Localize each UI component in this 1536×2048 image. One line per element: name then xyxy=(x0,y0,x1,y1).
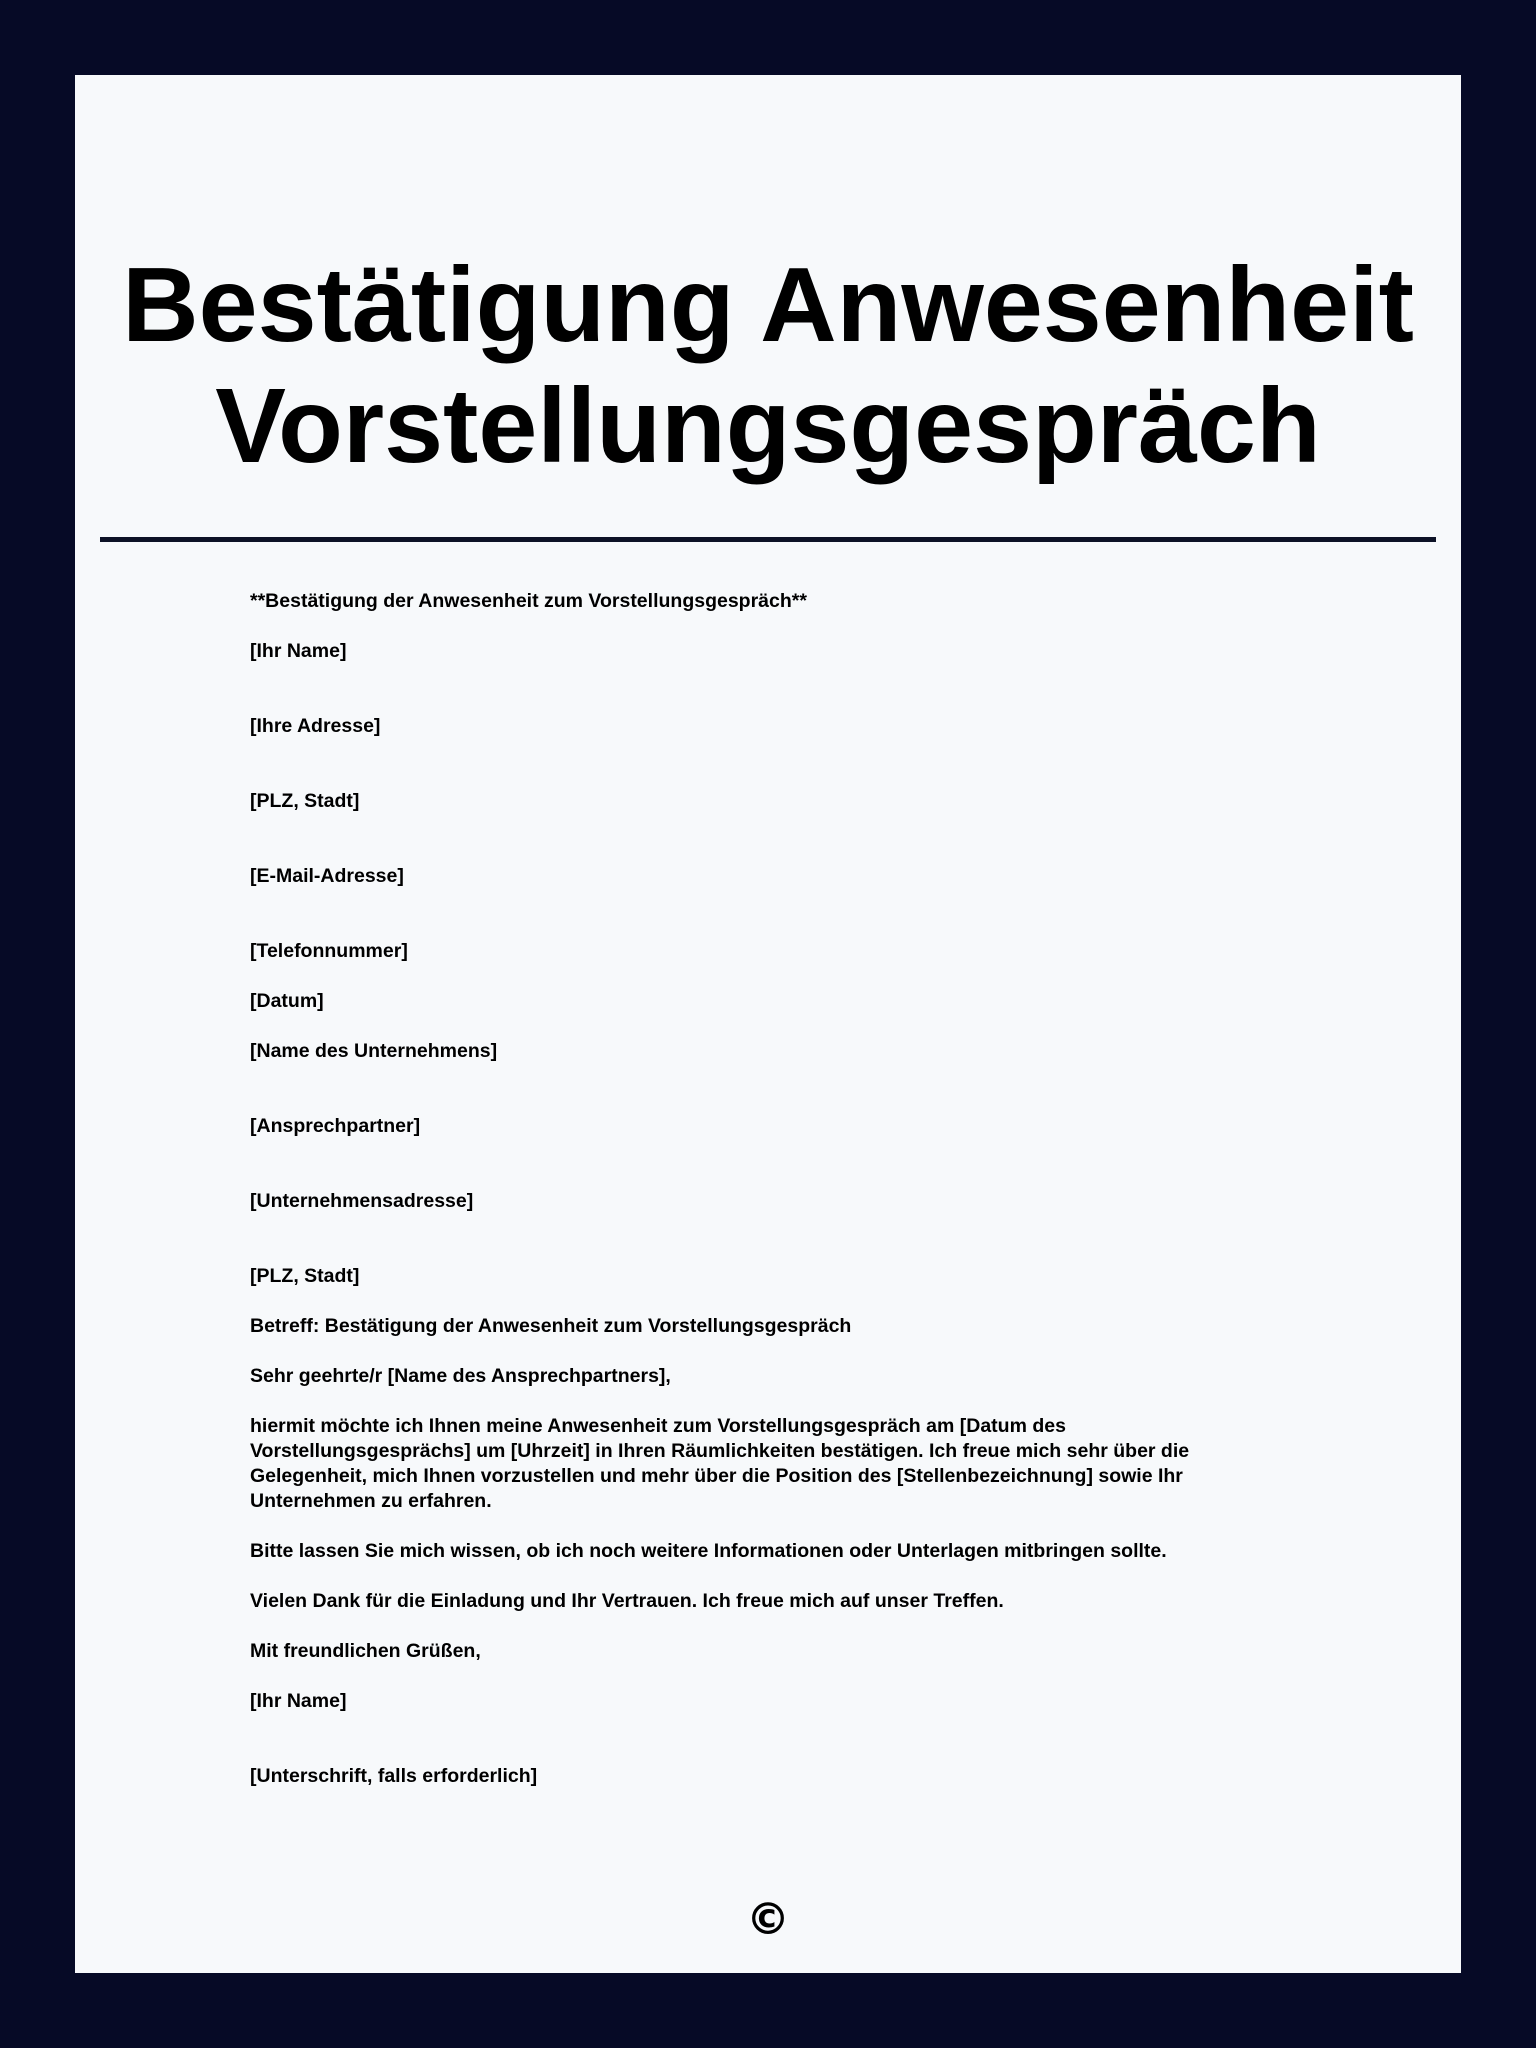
recipient-contact: [Ansprechpartner] xyxy=(250,1115,421,1137)
letter-salutation: Sehr geehrte/r [Name des Ansprechpartners], xyxy=(250,1365,671,1387)
document-title xyxy=(75,245,1461,487)
document-page xyxy=(75,75,1461,1973)
sender-email: [E-Mail-Adresse] xyxy=(250,865,404,887)
recipient-company: [Name des Unternehmens] xyxy=(250,1040,498,1062)
sender-address: [Ihre Adresse] xyxy=(250,715,381,737)
recipient-city: [PLZ, Stadt] xyxy=(250,1265,360,1287)
signature-name: [Ihr Name] xyxy=(250,1690,347,1712)
letter-heading: **Bestätigung der Anwesenheit zum Vorstellungsgespräch** xyxy=(250,590,807,612)
document-title-line-1: Bestätigung Anwesenheit xyxy=(122,246,1414,364)
sender-name: [Ihr Name] xyxy=(250,640,347,662)
letter-paragraph-2: Bitte lassen Sie mich wissen, ob ich noch weitere Informationen oder Unterlagen mitbringen sollte. xyxy=(250,1540,1167,1562)
copyright-icon: © xyxy=(746,1894,790,1945)
letter-paragraph-1: hiermit möchte ich Ihnen meine Anwesenheit zum Vorstellungsgespräch am [Datum des Vorstellungsgesprächs] um [Uhrzeit] in Ihren Räumlichkeiten bestätigen. Ich freue mich sehr über die Gelegenheit, mich Ihnen vorzustellen und mehr über die Position des [Stellenbezeichnung] sowie Ihr Unternehmen zu erfahren. xyxy=(250,1415,1195,1512)
sender-phone: [Telefonnummer] xyxy=(250,940,408,962)
signature-note: [Unterschrift, falls erforderlich] xyxy=(250,1765,538,1787)
recipient-address: [Unternehmensadresse] xyxy=(250,1190,474,1212)
letter-subject: Betreff: Bestätigung der Anwesenheit zum Vorstellungsgespräch xyxy=(250,1315,852,1337)
letter-closing: Mit freundlichen Grüßen, xyxy=(250,1640,481,1662)
document-title-line-2: Vorstellungsgespräch xyxy=(215,367,1321,485)
sender-city: [PLZ, Stadt] xyxy=(250,790,360,812)
letter-paragraph-3: Vielen Dank für die Einladung und Ihr Vertrauen. Ich freue mich auf unser Treffen. xyxy=(250,1590,1004,1612)
letter-date: [Datum] xyxy=(250,990,324,1012)
letter-body xyxy=(250,589,1290,1814)
title-divider xyxy=(100,537,1436,542)
